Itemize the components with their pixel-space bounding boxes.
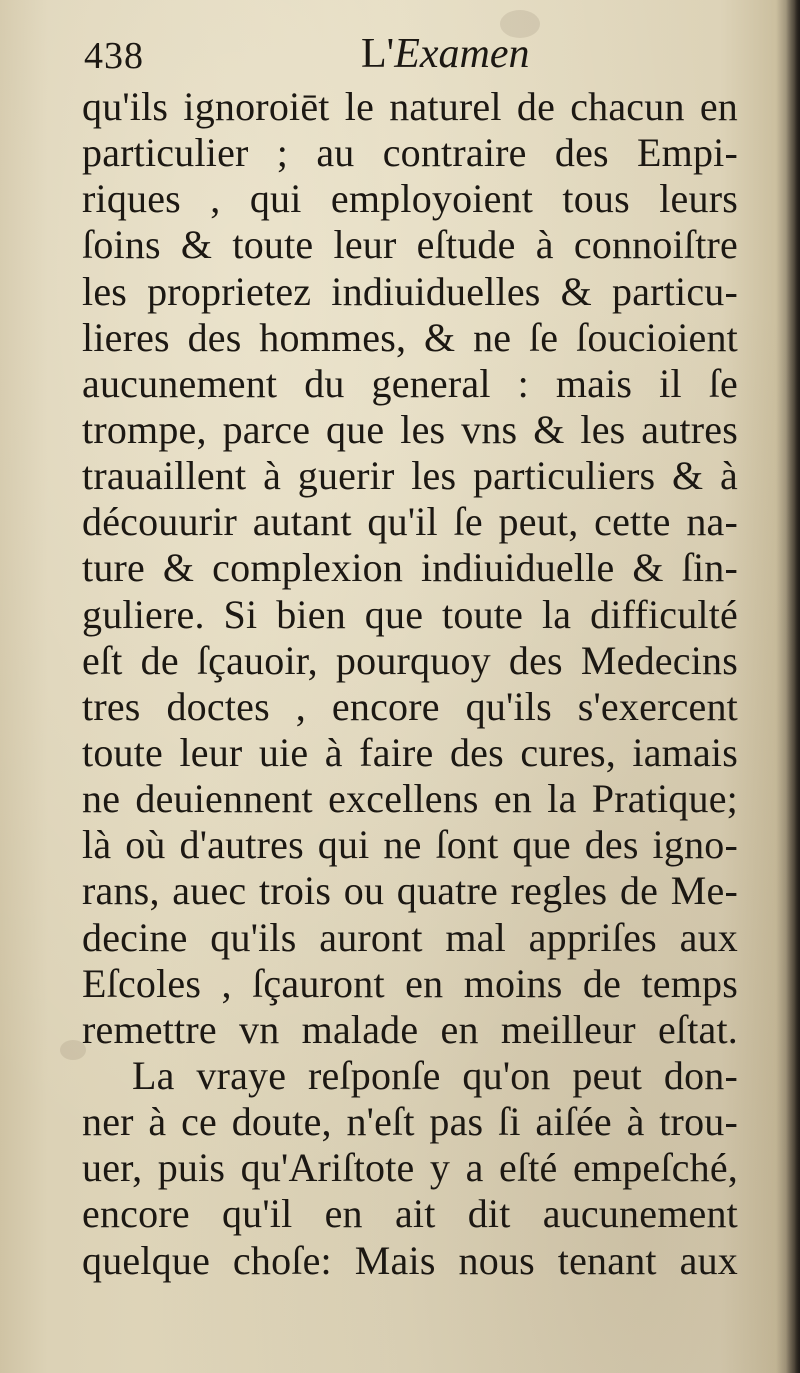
body-text (82, 84, 738, 1284)
text-line: découurir autant qu'il ſe peut, cette na- (82, 499, 738, 545)
text-line: trompe, parce que les vns & les autres (82, 406, 738, 452)
text-line: encore qu'il en ait dit aucunement (82, 1191, 738, 1237)
text-line: là où d'autres qui ne ſont que des igno- (82, 822, 738, 868)
text-line: guliere. Si bien que toute la difficulté (82, 591, 738, 637)
text-line: eſt de ſçauoir, pourquoy des Medecins (82, 637, 738, 683)
running-title (361, 30, 530, 78)
running-header (84, 28, 544, 88)
text-line: tres doctes , encore qu'ils s'exercent (82, 683, 738, 729)
page-number: 438 (84, 35, 144, 77)
text-line: lieres des hommes, & ne ſe ſoucioient (82, 314, 738, 360)
text-line: rans, auec trois ou quatre regles de Me- (82, 868, 738, 914)
text-line: trauaillent à guerir les particuliers & à (82, 453, 738, 499)
running-title-italic: Examen (394, 31, 530, 77)
text-line: ner à ce doute, n'eſt pas ſi aiſée à trou- (82, 1099, 738, 1145)
text-line: les proprietez indiuiduelles & particu- (82, 268, 738, 314)
paragraph-start-line: La vraye reſponſe qu'on peut don- (132, 1052, 738, 1098)
text-line: quelque choſe: Mais nous tenant aux (82, 1237, 738, 1283)
text-line: riques , qui employoient tous leurs (82, 176, 738, 222)
text-line: remettre vn malade en meilleur eſtat. (82, 1006, 738, 1052)
text-line: particulier ; au contraire des Empi- (82, 130, 738, 176)
running-title-prefix: L' (361, 31, 395, 77)
text-line: Eſcoles , ſçauront en moins de temps (82, 960, 738, 1006)
text-line: decine qu'ils auront mal appriſes aux (82, 914, 738, 960)
text-line: qu'ils ignoroiēt le naturel de chacun en (82, 84, 738, 129)
text-line: ſoins & toute leur eſtude à connoiſtre (82, 222, 738, 268)
text-line: ne deuiennent excellens en la Pratique; (82, 776, 738, 822)
text-line: uer, puis qu'Ariſtote y a eſté empeſché, (82, 1145, 738, 1191)
page-edge-shadow (786, 0, 800, 1373)
text-line: ture & complexion indiuiduelle & ſin- (82, 545, 738, 591)
text-line: aucunement du general : mais il ſe (82, 360, 738, 406)
text-line: toute leur uie à faire des cures, iamais (82, 729, 738, 775)
